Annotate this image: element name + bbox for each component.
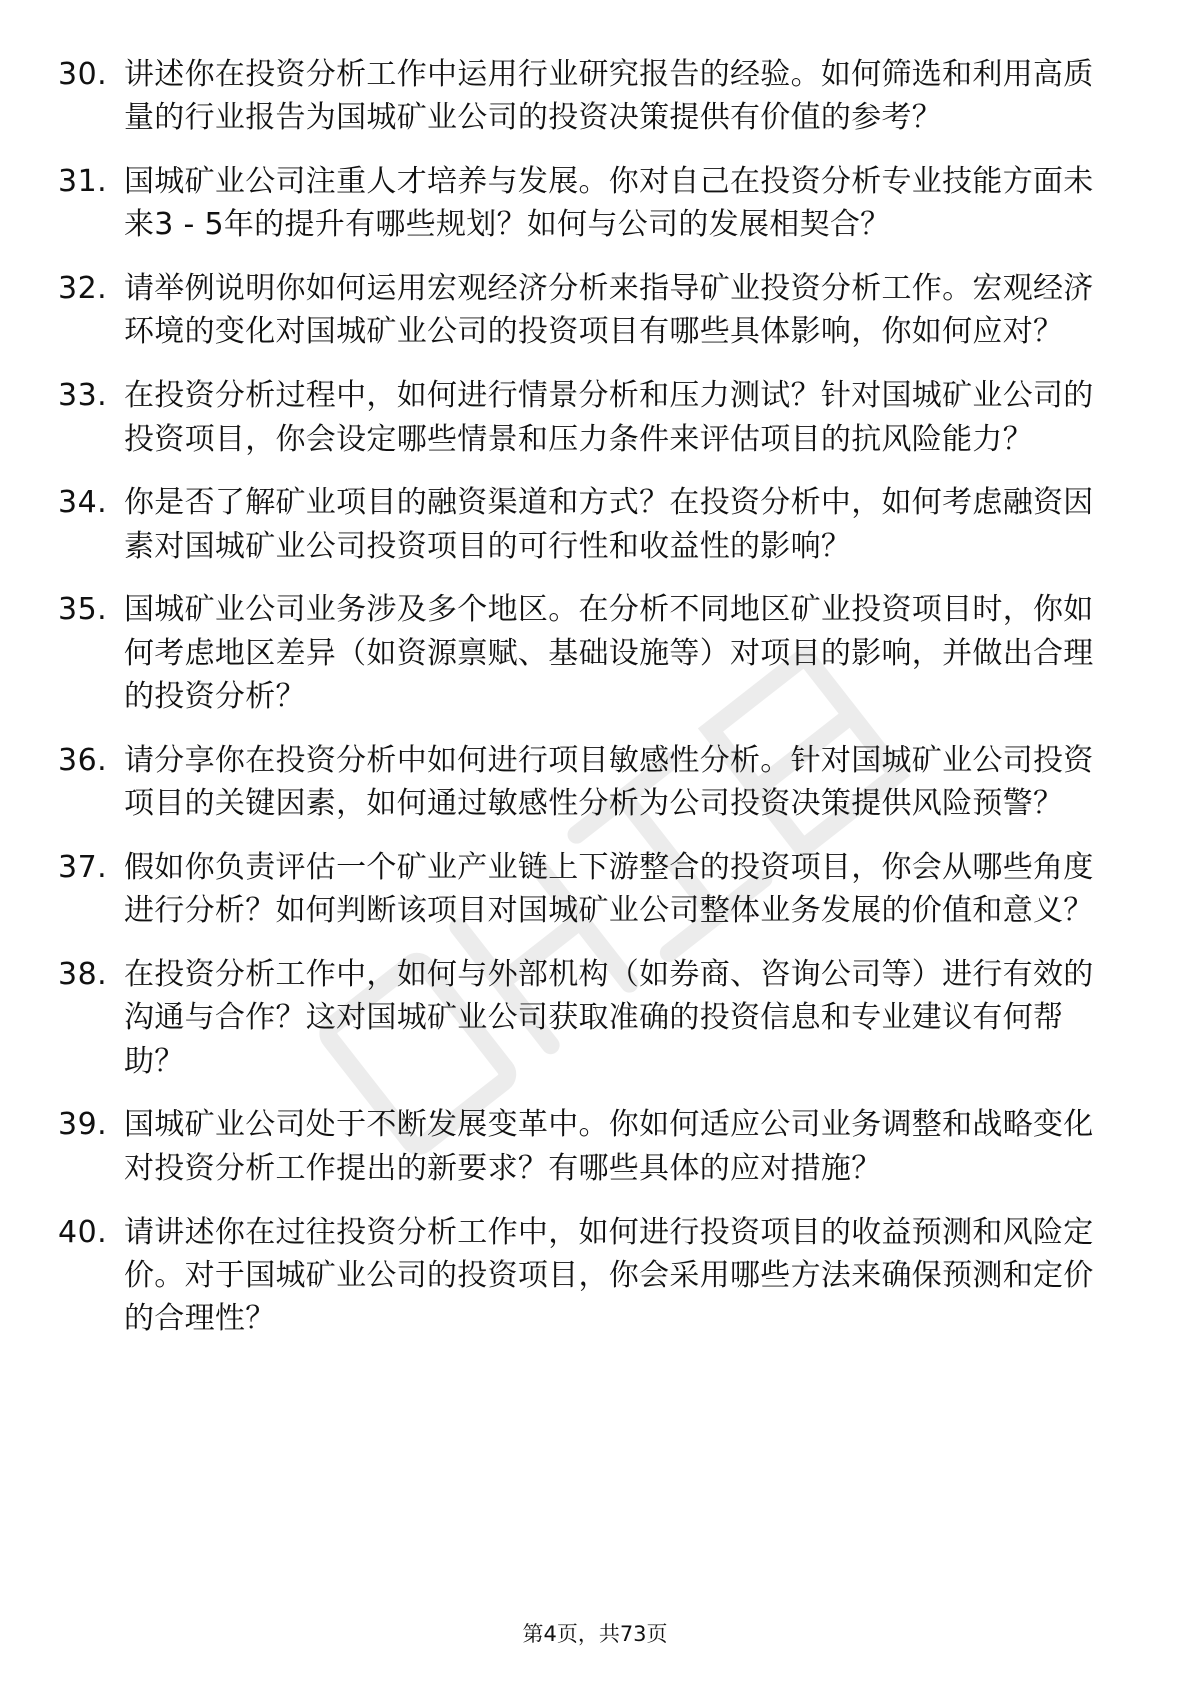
question-item-31 [58, 160, 1118, 247]
question-number: 35. [58, 592, 108, 628]
question-number: 40. [58, 1214, 108, 1250]
question-text: 讲述你在投资分析工作中运用行业研究报告的经验。如何筛选和利用高质量的行业报告为国城矿业公司的投资决策提供有价值的参考？ [124, 57, 1094, 136]
page-number-footer: 第4页，共73页 [522, 1622, 668, 1646]
question-number: 37. [58, 849, 108, 885]
question-number: 34. [58, 485, 108, 521]
question-item-37 [58, 846, 1118, 933]
question-item-35 [58, 588, 1118, 718]
question-number: 30. [58, 57, 108, 92]
question-number: 33. [58, 378, 108, 414]
question-item-32 [58, 267, 1118, 354]
question-number: 36. [58, 742, 108, 778]
question-item-38 [58, 953, 1118, 1083]
question-text: 请分享你在投资分析中如何进行项目敏感性分析。针对国城矿业公司投资项目的关键因素，如何通过敏感性分析为公司投资决策提供风险预警？ [124, 742, 1094, 822]
question-list [58, 53, 1118, 1361]
question-text: 在投资分析工作中，如何与外部机构（如券商、咨询公司等）进行有效的沟通与合作？这对国城矿业公司获取准确的投资信息和专业建议有何帮助？ [124, 957, 1094, 1079]
question-text: 请讲述你在过往投资分析工作中，如何进行投资项目的收益预测和风险定价。对于国城矿业公司的投资项目，你会采用哪些方法来确保预测和定价的合理性？ [124, 1214, 1094, 1337]
question-text: 请举例说明你如何运用宏观经济分析来指导矿业投资分析工作。宏观经济环境的变化对国城矿业公司的投资项目有哪些具体影响，你如何应对？ [124, 271, 1094, 350]
question-text: 你是否了解矿业项目的融资渠道和方式？在投资分析中，如何考虑融资因素对国城矿业公司投资项目的可行性和收益性的影响？ [124, 485, 1094, 564]
question-item-30 [58, 53, 1118, 140]
question-number: 39. [58, 1107, 108, 1143]
question-item-40 [58, 1211, 1118, 1341]
question-text: 国城矿业公司业务涉及多个地区。在分析不同地区矿业投资项目时，你如何考虑地区差异（如资源禀赋、基础设施等）对项目的影响，并做出合理的投资分析？ [124, 592, 1094, 715]
question-number: 32. [58, 271, 108, 307]
question-text: 假如你负责评估一个矿业产业链上下游整合的投资项目，你会从哪些角度进行分析？如何判断该项目对国城矿业公司整体业务发展的价值和意义？ [124, 849, 1094, 929]
question-text: 在投资分析过程中，如何进行情景分析和压力测试？针对国城矿业公司的投资项目，你会设定哪些情景和压力条件来评估项目的抗风险能力？ [124, 378, 1094, 457]
question-text: 国城矿业公司处于不断发展变革中。你如何适应公司业务调整和战略变化对投资分析工作提出的新要求？有哪些具体的应对措施？ [124, 1107, 1094, 1186]
question-text: 国城矿业公司注重人才培养与发展。你对自己在投资分析专业技能方面未来3 - 5年的提升有哪些规划？如何与公司的发展相契合？ [124, 164, 1094, 243]
question-number: 38. [58, 957, 108, 993]
question-item-33 [58, 374, 1118, 461]
question-item-36 [58, 739, 1118, 826]
question-item-39 [58, 1103, 1118, 1190]
question-item-34 [58, 481, 1118, 568]
question-number: 31. [58, 164, 108, 200]
